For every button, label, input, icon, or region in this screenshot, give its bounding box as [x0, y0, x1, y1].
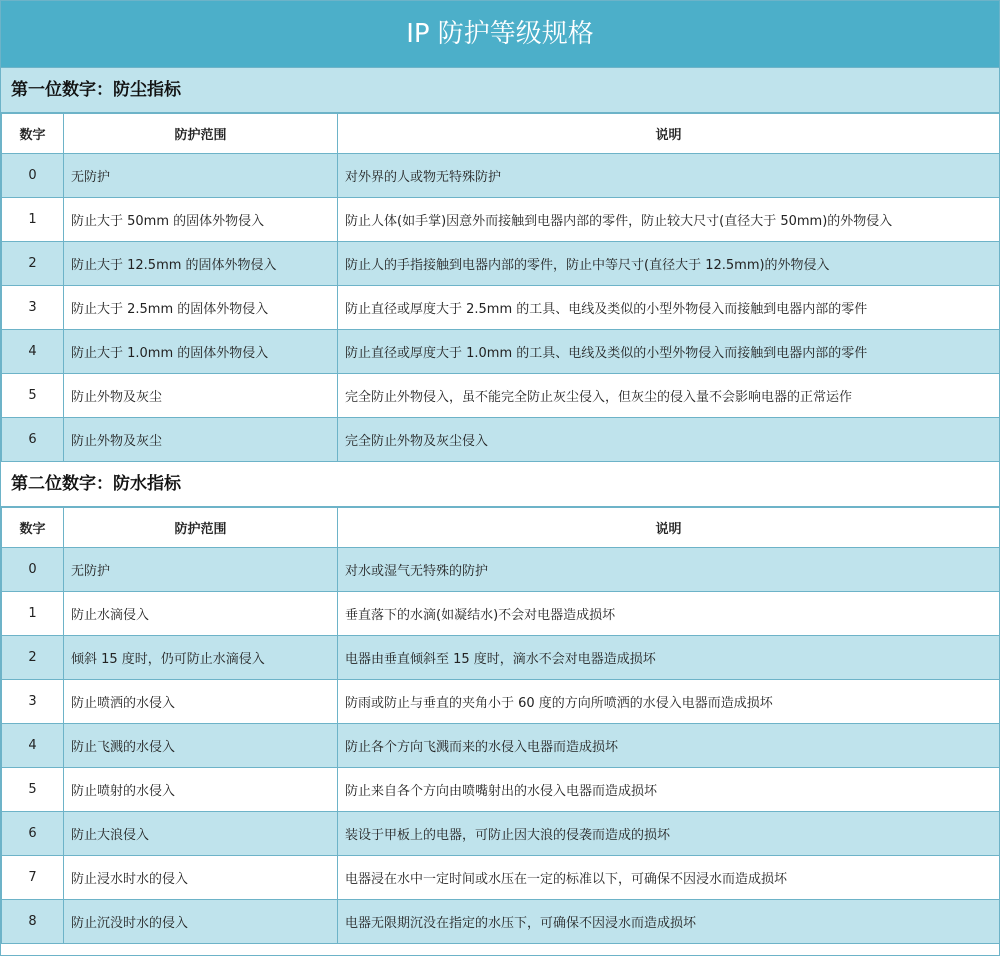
cell-number: 3 — [2, 680, 64, 724]
dust-section-heading: 第一位数字：防尘指标 — [1, 68, 999, 113]
page-title: IP 防护等级规格 — [1, 1, 999, 68]
cell-number: 3 — [2, 286, 64, 330]
cell-number: 6 — [2, 418, 64, 462]
cell-number: 1 — [2, 198, 64, 242]
cell-description: 对外界的人或物无特殊防护 — [338, 154, 1000, 198]
cell-number: 7 — [2, 856, 64, 900]
table-header-row — [2, 114, 1000, 154]
cell-range: 防止水滴侵入 — [64, 592, 338, 636]
header-number: 数字 — [2, 114, 64, 154]
cell-description: 装设于甲板上的电器，可防止因大浪的侵袭而造成的损坏 — [338, 812, 1000, 856]
header-number: 数字 — [2, 508, 64, 548]
cell-range: 防止沉没时水的侵入 — [64, 900, 338, 944]
cell-range: 防止外物及灰尘 — [64, 374, 338, 418]
cell-description: 防止人的手指接触到电器内部的零件，防止中等尺寸(直径大于 12.5mm)的外物侵入 — [338, 242, 1000, 286]
table-row — [2, 900, 1000, 944]
cell-description: 电器由垂直倾斜至 15 度时，滴水不会对电器造成损坏 — [338, 636, 1000, 680]
cell-description: 防止直径或厚度大于 1.0mm 的工具、电线及类似的小型外物侵入而接触到电器内部的零件 — [338, 330, 1000, 374]
cell-description: 对水或湿气无特殊的防护 — [338, 548, 1000, 592]
table-row — [2, 856, 1000, 900]
table-row — [2, 242, 1000, 286]
cell-number: 1 — [2, 592, 64, 636]
cell-number: 4 — [2, 724, 64, 768]
table-row — [2, 198, 1000, 242]
water-table — [1, 507, 1000, 944]
table-header-row — [2, 508, 1000, 548]
cell-number: 5 — [2, 374, 64, 418]
cell-description: 完全防止外物及灰尘侵入 — [338, 418, 1000, 462]
cell-range: 防止大浪侵入 — [64, 812, 338, 856]
cell-number: 5 — [2, 768, 64, 812]
cell-description: 完全防止外物侵入，虽不能完全防止灰尘侵入，但灰尘的侵入量不会影响电器的正常运作 — [338, 374, 1000, 418]
table-row — [2, 768, 1000, 812]
cell-description: 防雨或防止与垂直的夹角小于 60 度的方向所喷洒的水侵入电器而造成损坏 — [338, 680, 1000, 724]
table-row — [2, 330, 1000, 374]
cell-range: 无防护 — [64, 154, 338, 198]
cell-description: 垂直落下的水滴(如凝结水)不会对电器造成损坏 — [338, 592, 1000, 636]
cell-number: 4 — [2, 330, 64, 374]
table-row — [2, 154, 1000, 198]
header-range: 防护范围 — [64, 508, 338, 548]
header-description: 说明 — [338, 508, 1000, 548]
cell-range: 防止大于 50mm 的固体外物侵入 — [64, 198, 338, 242]
table-row — [2, 680, 1000, 724]
cell-description: 防止直径或厚度大于 2.5mm 的工具、电线及类似的小型外物侵入而接触到电器内部的零件 — [338, 286, 1000, 330]
cell-description: 防止来自各个方向由喷嘴射出的水侵入电器而造成损坏 — [338, 768, 1000, 812]
cell-range: 防止喷射的水侵入 — [64, 768, 338, 812]
table-row — [2, 548, 1000, 592]
dust-table — [1, 113, 1000, 462]
cell-number: 2 — [2, 242, 64, 286]
header-range: 防护范围 — [64, 114, 338, 154]
cell-description: 防止各个方向飞溅而来的水侵入电器而造成损坏 — [338, 724, 1000, 768]
cell-number: 8 — [2, 900, 64, 944]
table-row — [2, 418, 1000, 462]
cell-range: 倾斜 15 度时，仍可防止水滴侵入 — [64, 636, 338, 680]
table-row — [2, 812, 1000, 856]
cell-description: 防止人体(如手掌)因意外而接触到电器内部的零件，防止较大尺寸(直径大于 50mm)的外物侵入 — [338, 198, 1000, 242]
cell-number: 0 — [2, 154, 64, 198]
cell-number: 2 — [2, 636, 64, 680]
cell-description: 电器无限期沉没在指定的水压下，可确保不因浸水而造成损坏 — [338, 900, 1000, 944]
cell-number: 6 — [2, 812, 64, 856]
cell-description: 电器浸在水中一定时间或水压在一定的标准以下，可确保不因浸水而造成损坏 — [338, 856, 1000, 900]
cell-range: 防止喷洒的水侵入 — [64, 680, 338, 724]
cell-range: 防止大于 2.5mm 的固体外物侵入 — [64, 286, 338, 330]
cell-range: 防止飞溅的水侵入 — [64, 724, 338, 768]
table-row — [2, 374, 1000, 418]
table-row — [2, 724, 1000, 768]
cell-range: 防止外物及灰尘 — [64, 418, 338, 462]
table-row — [2, 286, 1000, 330]
table-row — [2, 592, 1000, 636]
cell-range: 防止浸水时水的侵入 — [64, 856, 338, 900]
header-description: 说明 — [338, 114, 1000, 154]
cell-range: 无防护 — [64, 548, 338, 592]
cell-range: 防止大于 12.5mm 的固体外物侵入 — [64, 242, 338, 286]
cell-number: 0 — [2, 548, 64, 592]
cell-range: 防止大于 1.0mm 的固体外物侵入 — [64, 330, 338, 374]
water-section-heading: 第二位数字：防水指标 — [1, 462, 999, 507]
table-row — [2, 636, 1000, 680]
